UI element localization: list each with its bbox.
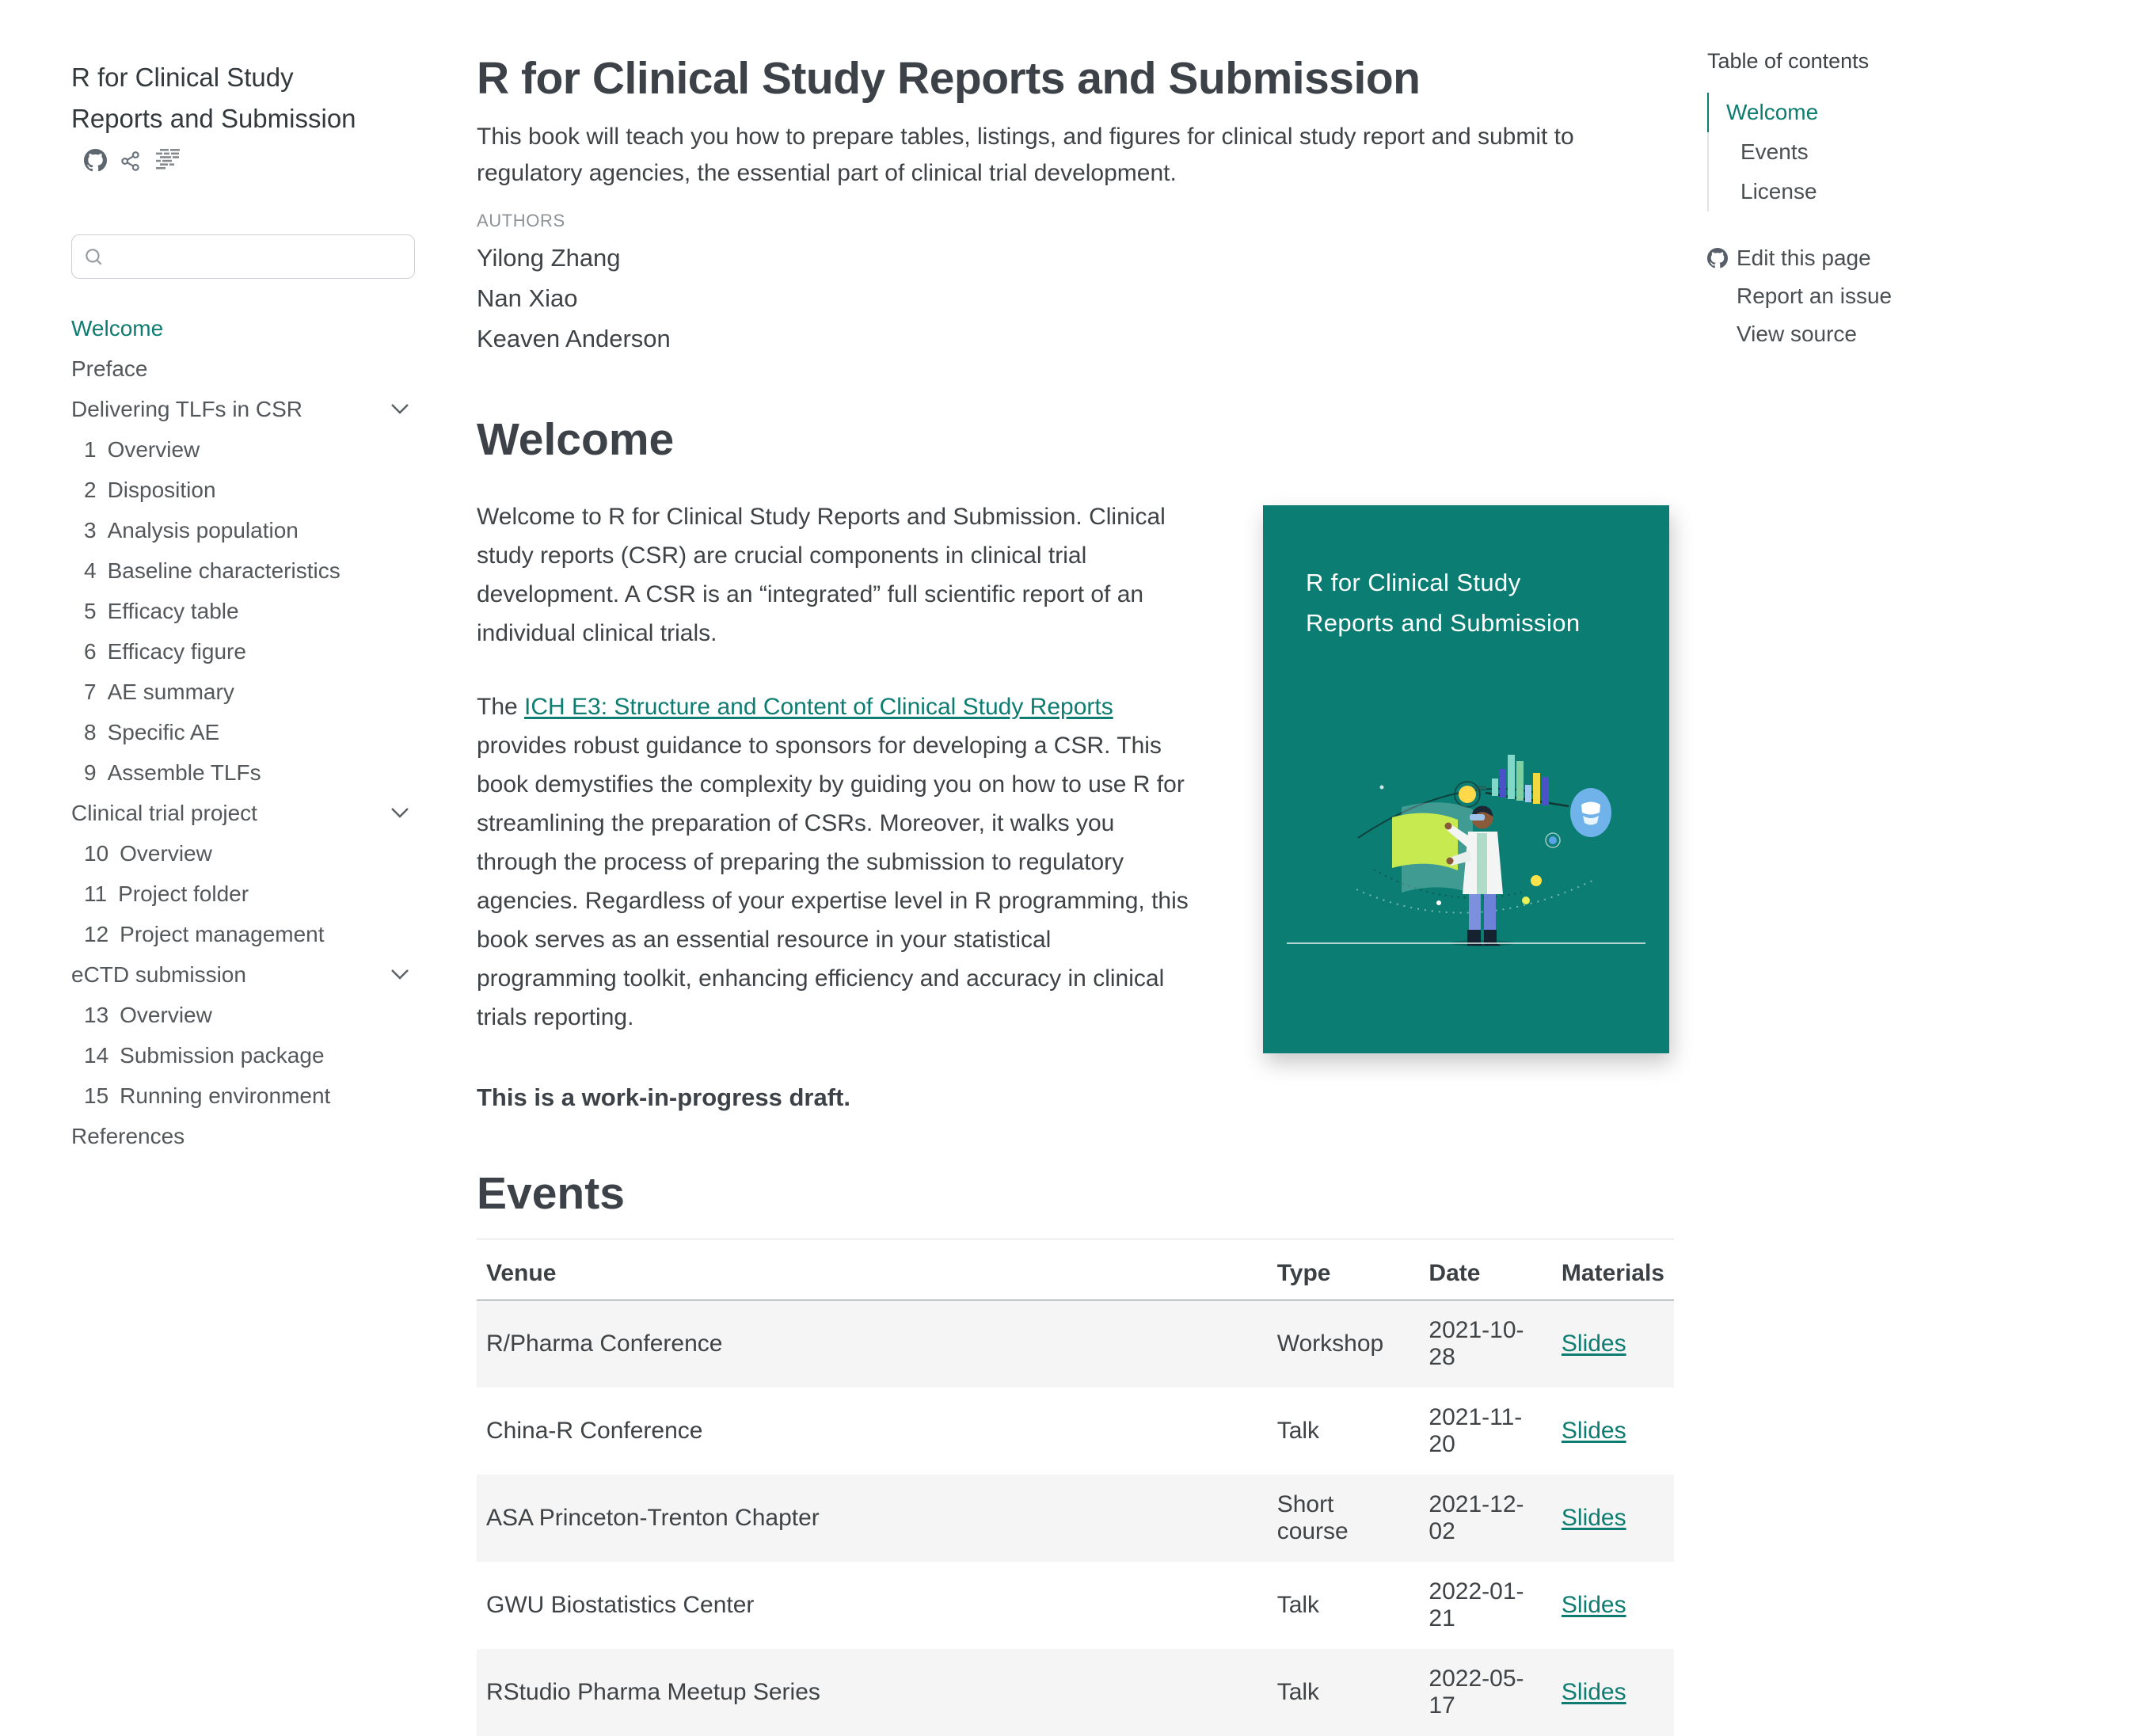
type-cell: Workshop: [1276, 1331, 1384, 1357]
chapter-number: 8: [84, 720, 97, 744]
sidebar-item-ch2[interactable]: [71, 478, 428, 502]
chapter-number: 10: [84, 841, 109, 866]
welcome-text: [477, 497, 1193, 1072]
slides-link[interactable]: Slides: [1561, 1592, 1626, 1618]
sidebar-item-ch13[interactable]: [71, 1003, 428, 1027]
table-header-row: [477, 1239, 1674, 1300]
date-cell: 2021-10-28: [1429, 1317, 1524, 1370]
sidebar-item-label: Submission package: [120, 1043, 325, 1068]
chapter-number: 9: [84, 760, 97, 785]
toc-link-label: View source: [1737, 322, 1858, 346]
table-row: [477, 1300, 1674, 1388]
sidebar-item-ch5[interactable]: [71, 600, 428, 623]
type-cell: Short course: [1276, 1491, 1349, 1544]
column-header-venue: Venue: [477, 1239, 1268, 1300]
page-title: R for Clinical Study Reports and Submission: [477, 53, 1421, 104]
toc-link-label: Edit this page: [1737, 246, 1871, 270]
sidebar-item-label: Analysis population: [107, 518, 299, 542]
cover-illustration: [1263, 711, 1669, 973]
sidebar-item-label: AE summary: [107, 680, 234, 704]
sidebar-section-delivering-tlfs[interactable]: [71, 398, 415, 421]
events-heading: Events: [477, 1168, 625, 1219]
materials-cell: [1552, 1475, 1674, 1562]
sidebar-item-ch11[interactable]: [71, 882, 428, 906]
toc-item-events[interactable]: Events: [1707, 132, 1992, 172]
date-cell: 2022-01-21: [1429, 1578, 1524, 1631]
venue-cell: ASA Princeton-Trenton Chapter: [486, 1505, 820, 1531]
edit-this-page-link[interactable]: [1707, 246, 1992, 270]
sidebar-section-label: eCTD submission: [71, 962, 246, 987]
column-header-materials: Materials: [1552, 1239, 1674, 1300]
welcome-paragraph-1: Welcome to R for Clinical Study Reports and Submission. Clinical study reports (CSR) are crucial components in clinical trial development. A CSR is an “integrated” full scientific report of an individual clinical trials.: [477, 504, 1166, 646]
slides-link[interactable]: Slides: [1561, 1505, 1626, 1531]
chapter-number: 13: [84, 1003, 109, 1027]
sidebar-item-label: Preface: [71, 356, 148, 381]
mask-badge-icon: [1570, 788, 1611, 837]
sidebar-item-references[interactable]: [71, 1125, 415, 1148]
sidebar-item-ch1[interactable]: [71, 438, 428, 462]
sidebar-item-ch6[interactable]: [71, 640, 428, 664]
date-cell: 2022-05-17: [1429, 1666, 1524, 1719]
sidebar: [71, 57, 420, 1165]
chevron-down-icon: [391, 808, 409, 818]
github-icon: [1707, 248, 1728, 268]
main-content: [477, 0, 1674, 1719]
sidebar-item-label: Efficacy table: [107, 599, 239, 623]
sidebar-item-label: Baseline characteristics: [107, 558, 340, 583]
book-cover-image: [1263, 505, 1669, 1053]
sidebar-item-ch3[interactable]: [71, 519, 428, 542]
chapter-number: 15: [84, 1083, 109, 1108]
chapter-number: 2: [84, 478, 97, 502]
sidebar-item-ch8[interactable]: [71, 721, 428, 744]
chapter-number: 5: [84, 599, 97, 623]
chapter-number: 4: [84, 558, 97, 583]
toc-links: [1707, 246, 1992, 346]
sidebar-item-ch9[interactable]: [71, 761, 428, 785]
table-row: [477, 1649, 1674, 1736]
date-cell: 2021-12-02: [1429, 1491, 1524, 1544]
report-an-issue-link[interactable]: [1707, 284, 1992, 308]
sidebar-item-ch14[interactable]: [71, 1044, 428, 1068]
sidebar-section-label: Delivering TLFs in CSR: [71, 397, 303, 421]
table-row: [477, 1388, 1674, 1475]
author-name: Keaven Anderson: [477, 325, 671, 352]
authors-list: [477, 238, 671, 359]
type-cell: Talk: [1276, 1418, 1320, 1444]
welcome-paragraph-2: [477, 687, 1193, 1037]
search-icon: [83, 246, 104, 267]
sidebar-section-clinical-trial-project[interactable]: [71, 801, 415, 825]
venue-cell: RStudio Pharma Meetup Series: [486, 1679, 820, 1705]
events-table: [477, 1239, 1674, 1736]
date-cell: 2021-11-20: [1429, 1404, 1523, 1457]
sidebar-item-ch10[interactable]: [71, 842, 428, 866]
cover-bar-chart: [1472, 755, 1569, 806]
table-row: [477, 1562, 1674, 1649]
paragraph-text: provides robust guidance to sponsors for developing a CSR. This book demystifies the complexity by guiding you on how to use R for streamlining the preparation of CSRs. Moreover, it walks you through the process of preparing the submission to regulatory agencies. Regardless of your expertise level in R programming, this book serves as an essential resource in your statistical programming toolkit, enhancing efficiency and accuracy in clinical trials reporting.: [477, 733, 1189, 1030]
book-cover-title: [1306, 562, 1581, 643]
table-of-contents: [1707, 40, 1992, 360]
slides-link[interactable]: Slides: [1561, 1331, 1626, 1357]
book-cover-title-line: Reports and Submission: [1306, 609, 1581, 637]
page-subtitle: This book will teach you how to prepare tables, listings, and figures for clinical study report and submit to regulatory agencies, the essential part of clinical trial development.: [477, 124, 1574, 186]
sidebar-item-ch4[interactable]: [71, 559, 428, 583]
authors-label: AUTHORS: [477, 211, 565, 230]
text-lines-icon[interactable]: [154, 143, 181, 184]
materials-cell: [1552, 1562, 1674, 1649]
sidebar-book-title-text[interactable]: R for Clinical Study Reports and Submission: [71, 63, 356, 133]
chapter-number: 6: [84, 639, 97, 664]
author-name: Nan Xiao: [477, 284, 578, 312]
chapter-number: 14: [84, 1043, 109, 1068]
chapter-number: 3: [84, 518, 97, 542]
column-header-date: Date: [1419, 1239, 1551, 1300]
sidebar-item-label: Assemble TLFs: [107, 760, 261, 785]
book-cover-title-line: R for Clinical Study: [1306, 569, 1521, 596]
type-cell: Talk: [1276, 1679, 1320, 1705]
sidebar-item-ch7[interactable]: [71, 680, 428, 704]
type-cell: Talk: [1276, 1592, 1320, 1618]
sidebar-item-label: Overview: [120, 1003, 212, 1027]
toc-heading: Table of contents: [1707, 49, 1870, 73]
sidebar-item-label: Overview: [107, 437, 200, 462]
ich-e3-link[interactable]: ICH E3: Structure and Content of Clinical Study Reports: [524, 694, 1113, 720]
sidebar-section-ectd-submission[interactable]: [71, 963, 415, 987]
sidebar-item-label: Disposition: [107, 478, 216, 502]
chapter-number: 12: [84, 922, 109, 946]
sidebar-section-label: Clinical trial project: [71, 801, 257, 825]
paragraph-text: The: [477, 694, 525, 720]
sidebar-item-welcome[interactable]: [71, 317, 415, 341]
chevron-down-icon: [391, 404, 409, 414]
sidebar-book-title: [71, 57, 363, 184]
toc-link-label: Report an issue: [1737, 284, 1893, 308]
sidebar-item-label: Welcome: [71, 316, 164, 341]
github-icon[interactable]: [84, 143, 107, 184]
slides-link[interactable]: Slides: [1561, 1418, 1626, 1444]
column-header-type: Type: [1268, 1239, 1420, 1300]
slides-link[interactable]: Slides: [1561, 1679, 1626, 1705]
sidebar-item-label: Overview: [120, 841, 212, 866]
draft-note: This is a work-in-progress draft.: [477, 1083, 850, 1111]
sidebar-search: [71, 234, 415, 279]
view-source-link[interactable]: [1707, 322, 1992, 346]
sidebar-item-label: References: [71, 1124, 185, 1148]
sidebar-nav: [71, 317, 420, 1148]
table-row: [477, 1475, 1674, 1562]
toc-item-welcome[interactable]: Welcome: [1707, 93, 1992, 132]
toc-list: [1707, 93, 1992, 211]
sidebar-item-ch12[interactable]: [71, 923, 428, 946]
share-icon[interactable]: [120, 143, 141, 184]
sidebar-item-ch15[interactable]: [71, 1084, 428, 1108]
sidebar-item-label: Running environment: [120, 1083, 331, 1108]
sidebar-item-label: Efficacy figure: [107, 639, 246, 664]
chevron-down-icon: [391, 969, 409, 980]
welcome-heading: Welcome: [477, 414, 675, 465]
materials-cell: [1552, 1388, 1674, 1475]
venue-cell: R/Pharma Conference: [486, 1331, 723, 1357]
chapter-number: 11: [84, 881, 108, 906]
materials-cell: [1552, 1649, 1674, 1736]
author-name: Yilong Zhang: [477, 244, 621, 272]
chapter-number: 7: [84, 680, 97, 704]
sidebar-item-label: Project folder: [118, 881, 249, 906]
venue-cell: China-R Conference: [486, 1418, 703, 1444]
sidebar-item-label: Project management: [120, 922, 325, 946]
toc-item-license[interactable]: License: [1707, 172, 1992, 211]
chapter-number: 1: [84, 437, 97, 462]
sidebar-item-preface[interactable]: [71, 357, 415, 381]
venue-cell: GWU Biostatistics Center: [486, 1592, 755, 1618]
sidebar-item-label: Specific AE: [107, 720, 220, 744]
materials-cell: [1552, 1300, 1674, 1388]
search-input[interactable]: [113, 244, 403, 270]
